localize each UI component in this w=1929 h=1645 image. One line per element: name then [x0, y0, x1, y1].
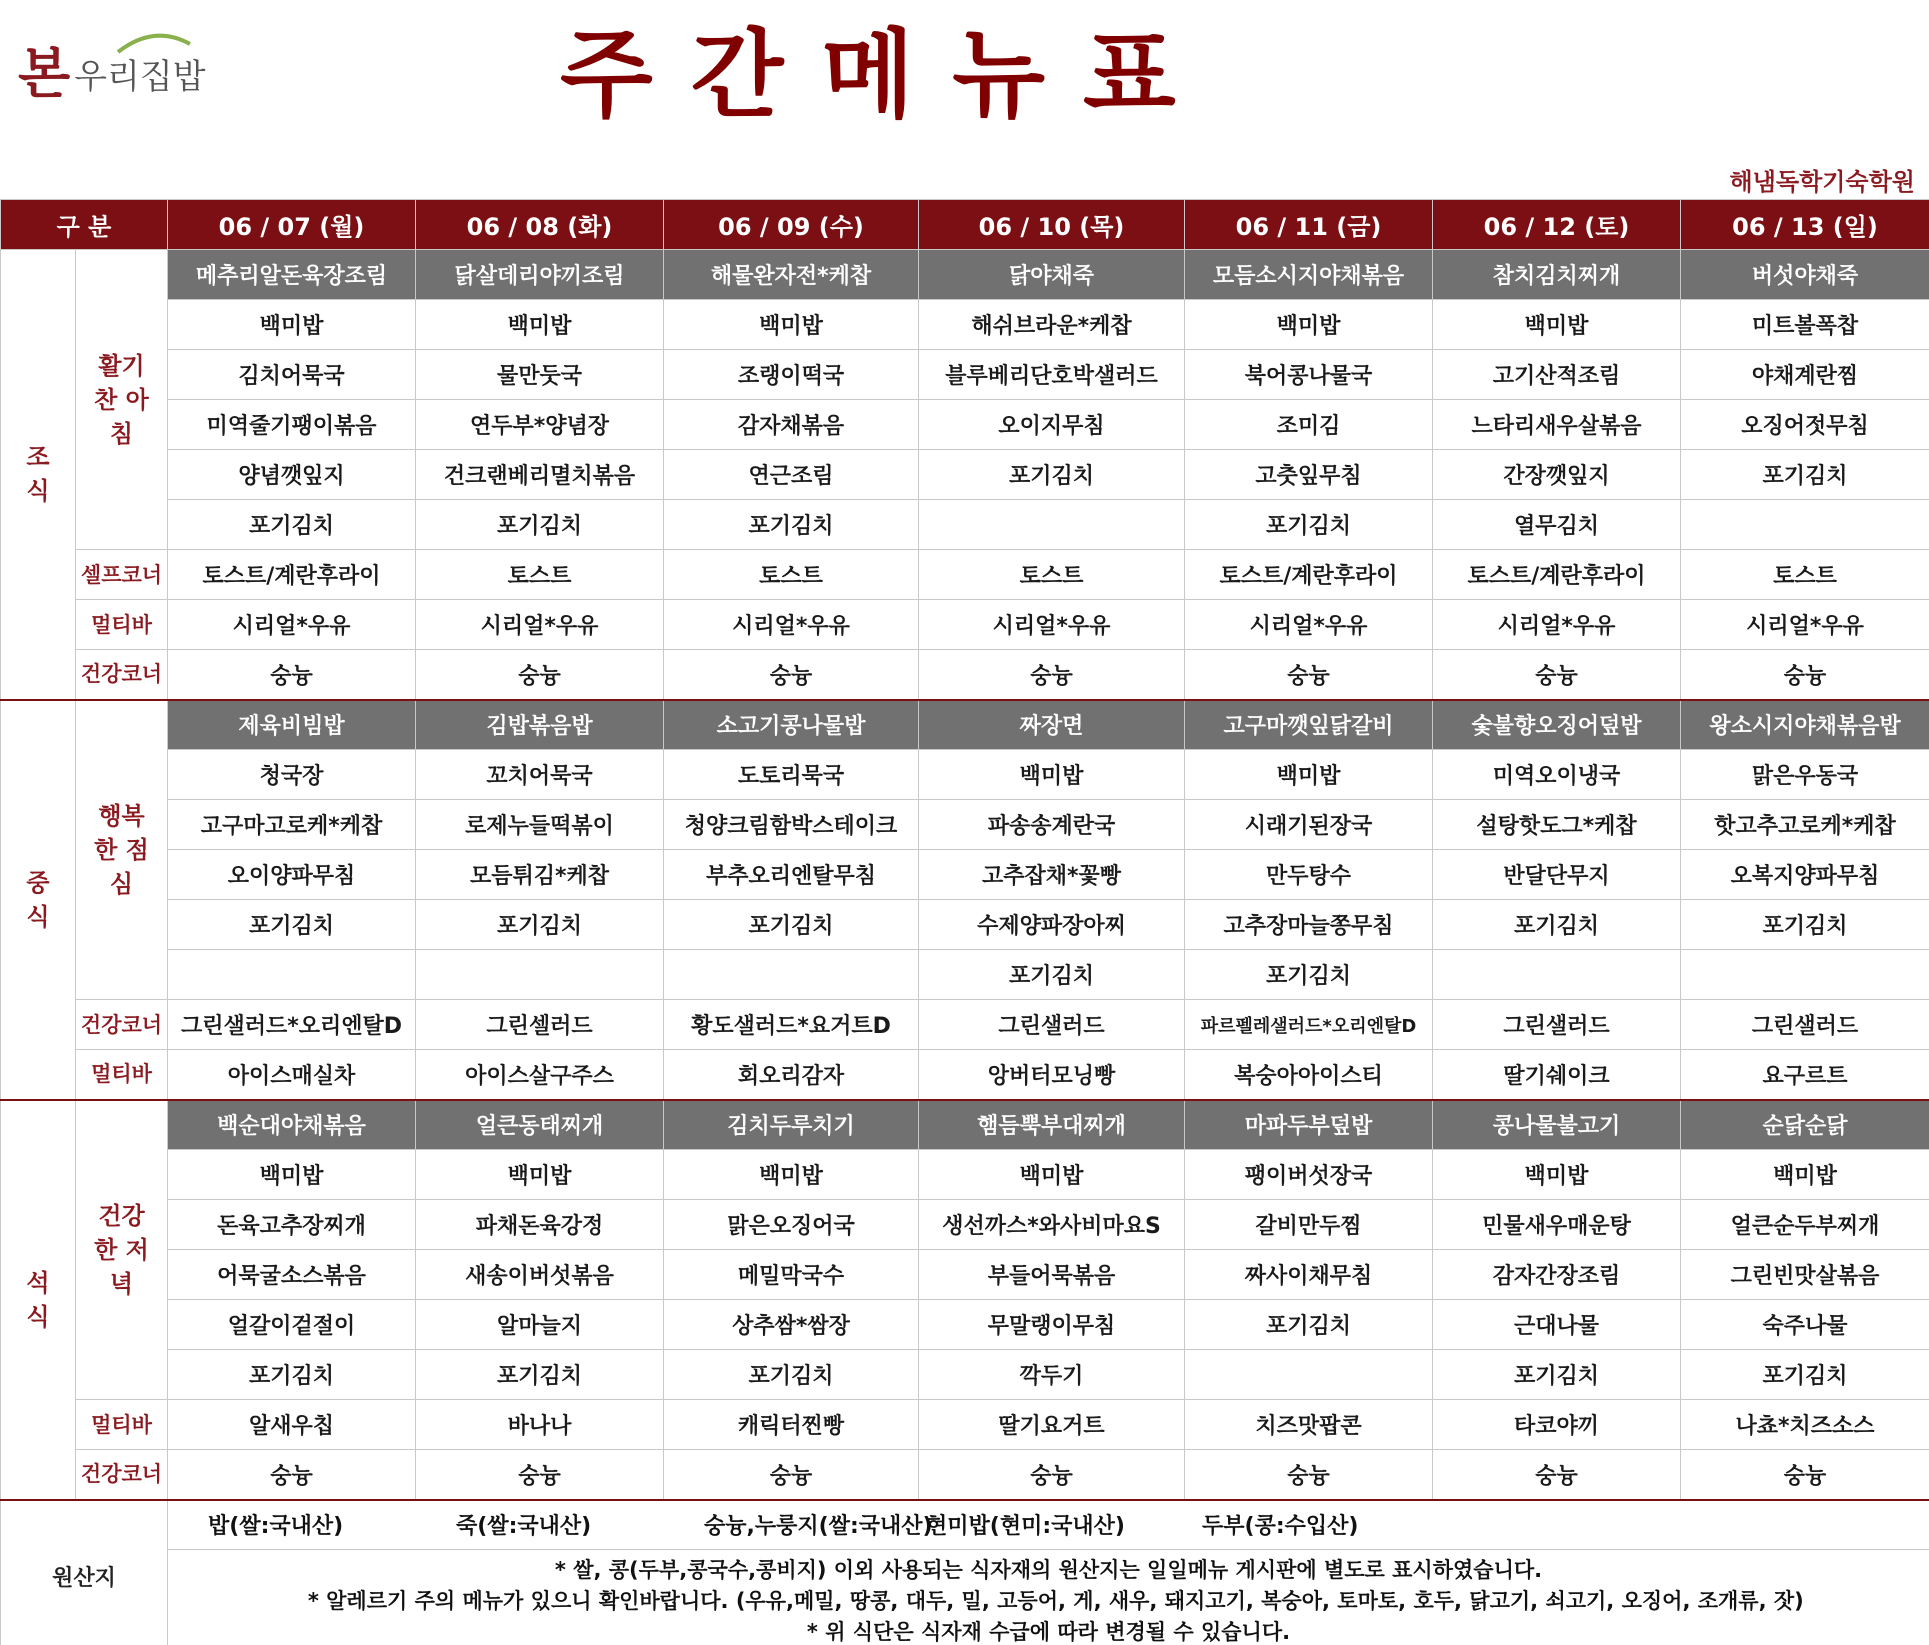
- date-header: 06 / 10 (목): [919, 200, 1185, 250]
- main-dish-cell: 김치두루치기: [664, 1100, 919, 1150]
- side-dish-cell: 로제누들떡볶이: [416, 800, 664, 850]
- corner-label: 건강코너: [76, 1450, 168, 1500]
- side-dish-cell: 청양크림함박스테이크: [664, 800, 919, 850]
- corner-label: 건강코너: [76, 1000, 168, 1050]
- notes-row: [1, 1550, 1929, 1645]
- corner-item-cell: 토스트/계란후라이: [1433, 550, 1681, 600]
- main-dish-cell: 제육비빔밥: [168, 700, 416, 750]
- origin-item: 현미밥(현미:국내산): [926, 1514, 1125, 1540]
- corner-item-cell: 그린셀러드: [416, 1000, 664, 1050]
- side-dish-cell: [168, 950, 416, 1000]
- corner-item-cell: 토스트: [919, 550, 1185, 600]
- main-dish-cell: 짜장면: [919, 700, 1185, 750]
- corner-label: 건강코너: [76, 650, 168, 700]
- corner-item-cell: 시리얼*우유: [168, 600, 416, 650]
- side-dish-cell: 포기김치: [1433, 900, 1681, 950]
- logo-sub-text: 우리집밥: [74, 57, 206, 97]
- side-dish-cell: 백미밥: [1433, 1150, 1681, 1200]
- corner-item-cell: 치즈맛팝콘: [1185, 1400, 1433, 1450]
- corner-item-cell: 숭늉: [1185, 650, 1433, 700]
- main-dish-cell: 소고기콩나물밥: [664, 700, 919, 750]
- side-dish-cell: [919, 500, 1185, 550]
- origin-label: 원산지: [1, 1500, 168, 1645]
- corner-item-cell: 시리얼*우유: [664, 600, 919, 650]
- side-dish-cell: 고춧잎무침: [1185, 450, 1433, 500]
- section-label: 중 식: [1, 700, 76, 1100]
- side-dish-cell: 포기김치: [919, 950, 1185, 1000]
- side-dish-cell: 연근조림: [664, 450, 919, 500]
- side-dish-cell: 꼬치어묵국: [416, 750, 664, 800]
- extra-row: [1, 600, 1929, 650]
- side-dish-cell: 시래기된장국: [1185, 800, 1433, 850]
- side-dish-cell: 깍두기: [919, 1350, 1185, 1400]
- side-dish-cell: 갈비만두찜: [1185, 1200, 1433, 1250]
- corner-item-cell: 숭늉: [1433, 650, 1681, 700]
- side-dish-cell: 만두탕수: [1185, 850, 1433, 900]
- main-dish-row: [1, 700, 1929, 750]
- corner-item-cell: 파르펠레샐러드*오리엔탈D: [1185, 1000, 1433, 1050]
- side-dish-cell: 연두부*양념장: [416, 400, 664, 450]
- side-dish-cell: [416, 950, 664, 1000]
- origin-row: [1, 1500, 1929, 1550]
- side-dish-cell: 포기김치: [416, 500, 664, 550]
- side-dish-cell: 짜사이채무침: [1185, 1250, 1433, 1300]
- corner-item-cell: 토스트: [664, 550, 919, 600]
- extra-row: [1, 1400, 1929, 1450]
- side-dish-cell: 블루베리단호박샐러드: [919, 350, 1185, 400]
- corner-label: 멀티바: [76, 600, 168, 650]
- side-dish-cell: 포기김치: [1681, 450, 1929, 500]
- side-dish-cell: 도토리묵국: [664, 750, 919, 800]
- side-dish-cell: 건크랜베리멸치볶음: [416, 450, 664, 500]
- side-dish-cell: [1433, 950, 1681, 1000]
- side-dish-cell: 포기김치: [1185, 1300, 1433, 1350]
- side-dish-cell: [1681, 950, 1929, 1000]
- side-dish-row: [1, 1300, 1929, 1350]
- corner-item-cell: 회오리감자: [664, 1050, 919, 1100]
- category-header: 구 분: [1, 200, 168, 250]
- side-dish-cell: 미역오이냉국: [1433, 750, 1681, 800]
- corner-item-cell: 토스트: [1681, 550, 1929, 600]
- corner-item-cell: 토스트/계란후라이: [168, 550, 416, 600]
- side-dish-cell: 팽이버섯장국: [1185, 1150, 1433, 1200]
- corner-item-cell: 딸기쉐이크: [1433, 1050, 1681, 1100]
- corner-item-cell: 토스트: [416, 550, 664, 600]
- origin-item: 숭늉,누룽지(쌀:국내산): [704, 1514, 933, 1540]
- side-dish-row: [1, 300, 1929, 350]
- side-dish-cell: 모듬튀김*케찹: [416, 850, 664, 900]
- date-header: 06 / 11 (금): [1185, 200, 1433, 250]
- side-dish-cell: 포기김치: [416, 900, 664, 950]
- side-dish-cell: 상추쌈*쌈장: [664, 1300, 919, 1350]
- main-dish-cell: 햄듬뿍부대찌개: [919, 1100, 1185, 1150]
- corner-label: 멀티바: [76, 1050, 168, 1100]
- notes-cell: [168, 1550, 1929, 1645]
- side-dish-cell: 부추오리엔탈무침: [664, 850, 919, 900]
- side-dish-cell: 청국장: [168, 750, 416, 800]
- corner-item-cell: 타코야끼: [1433, 1400, 1681, 1450]
- side-dish-cell: 포기김치: [1433, 1350, 1681, 1400]
- side-dish-cell: 백미밥: [416, 1150, 664, 1200]
- corner-item-cell: 요구르트: [1681, 1050, 1929, 1100]
- main-dish-cell: 김밥볶음밥: [416, 700, 664, 750]
- side-dish-row: [1, 850, 1929, 900]
- date-header: 06 / 08 (화): [416, 200, 664, 250]
- corner-item-cell: 나쵸*치즈소스: [1681, 1400, 1929, 1450]
- side-dish-cell: 포기김치: [664, 500, 919, 550]
- corner-label: 멀티바: [76, 1400, 168, 1450]
- side-dish-cell: 오이양파무침: [168, 850, 416, 900]
- corner-item-cell: 아이스살구주스: [416, 1050, 664, 1100]
- side-dish-cell: 김치어묵국: [168, 350, 416, 400]
- corner-item-cell: 숭늉: [168, 650, 416, 700]
- side-dish-cell: 메밀막국수: [664, 1250, 919, 1300]
- main-dish-cell: 마파두부덮밥: [1185, 1100, 1433, 1150]
- corner-item-cell: 그린샐러드: [1681, 1000, 1929, 1050]
- main-dish-row: [1, 250, 1929, 300]
- date-header: 06 / 07 (월): [168, 200, 416, 250]
- side-dish-row: [1, 800, 1929, 850]
- side-dish-row: [1, 400, 1929, 450]
- side-dish-row: [1, 1150, 1929, 1200]
- side-dish-row: [1, 900, 1929, 950]
- side-dish-cell: 백미밥: [919, 750, 1185, 800]
- main-dish-cell: 순닭순닭: [1681, 1100, 1929, 1150]
- side-dish-cell: 백미밥: [1681, 1150, 1929, 1200]
- side-dish-cell: 얼큰순두부찌개: [1681, 1200, 1929, 1250]
- logo-main-text: 본: [18, 41, 71, 105]
- corner-item-cell: 바나나: [416, 1400, 664, 1450]
- side-dish-cell: 설탕핫도그*케찹: [1433, 800, 1681, 850]
- side-dish-row: [1, 1250, 1929, 1300]
- main-dish-cell: 메추리알돈육장조림: [168, 250, 416, 300]
- side-dish-cell: 고추잡채*꽃빵: [919, 850, 1185, 900]
- side-dish-cell: 돈육고추장찌개: [168, 1200, 416, 1250]
- side-dish-cell: 파채돈육강정: [416, 1200, 664, 1250]
- side-dish-cell: 양념깻잎지: [168, 450, 416, 500]
- weekly-menu-table: [0, 199, 1929, 1645]
- side-dish-row: [1, 950, 1929, 1000]
- side-dish-cell: 그린빈맛살볶음: [1681, 1250, 1929, 1300]
- main-dish-cell: 왕소시지야채볶음밥: [1681, 700, 1929, 750]
- side-dish-cell: 부들어묵볶음: [919, 1250, 1185, 1300]
- side-dish-cell: 백미밥: [416, 300, 664, 350]
- main-dish-row: [1, 1100, 1929, 1150]
- side-dish-cell: 숙주나물: [1681, 1300, 1929, 1350]
- side-dish-row: [1, 350, 1929, 400]
- corner-item-cell: 숭늉: [1185, 1450, 1433, 1500]
- extra-row: [1, 650, 1929, 700]
- side-dish-cell: 맑은오징어국: [664, 1200, 919, 1250]
- note-line: * 쌀, 콩(두부,콩국수,콩비지) 이외 사용되는 식자재의 원산지는 일일메뉴 게시판에 별도로 표시하였습니다.: [554, 1558, 1543, 1582]
- side-dish-cell: 백미밥: [664, 300, 919, 350]
- extra-row: [1, 1000, 1929, 1050]
- side-dish-cell: 근대나물: [1433, 1300, 1681, 1350]
- corner-item-cell: 숭늉: [919, 650, 1185, 700]
- side-dish-cell: 포기김치: [1681, 1350, 1929, 1400]
- side-dish-cell: 민물새우매운탕: [1433, 1200, 1681, 1250]
- origin-item: 죽(쌀:국내산): [456, 1514, 592, 1540]
- side-dish-cell: 포기김치: [168, 900, 416, 950]
- corner-item-cell: 숭늉: [919, 1450, 1185, 1500]
- page-header: [0, 0, 1929, 196]
- corner-item-cell: 그린샐러드: [1433, 1000, 1681, 1050]
- main-dish-cell: 닭야채죽: [919, 250, 1185, 300]
- note-line: * 위 식단은 식자재 수급에 따라 변경될 수 있습니다.: [806, 1620, 1291, 1644]
- date-header: 06 / 09 (수): [664, 200, 919, 250]
- origin-item: 밥(쌀:국내산): [208, 1514, 344, 1540]
- side-dish-cell: [1681, 500, 1929, 550]
- main-dish-cell: 백순대야채볶음: [168, 1100, 416, 1150]
- main-dish-cell: 고구마깻잎닭갈비: [1185, 700, 1433, 750]
- corner-item-cell: 그린샐러드*오리엔탈D: [168, 1000, 416, 1050]
- brand-logo: [18, 30, 206, 105]
- side-dish-cell: 새송이버섯볶음: [416, 1250, 664, 1300]
- corner-item-cell: 시리얼*우유: [919, 600, 1185, 650]
- main-dish-cell: 콩나물불고기: [1433, 1100, 1681, 1150]
- side-dish-cell: 포기김치: [664, 900, 919, 950]
- main-dish-cell: 버섯야채죽: [1681, 250, 1929, 300]
- main-dish-cell: 숯불향오징어덮밥: [1433, 700, 1681, 750]
- origin-items: [168, 1500, 1929, 1550]
- extra-row: [1, 1450, 1929, 1500]
- side-dish-cell: 백미밥: [1433, 300, 1681, 350]
- section-label: 조 식: [1, 250, 76, 700]
- main-dish-cell: 참치김치찌개: [1433, 250, 1681, 300]
- side-dish-row: [1, 1350, 1929, 1400]
- side-dish-row: [1, 750, 1929, 800]
- corner-item-cell: 숭늉: [1681, 650, 1929, 700]
- side-dish-cell: 파송송계란국: [919, 800, 1185, 850]
- side-dish-cell: 알마늘지: [416, 1300, 664, 1350]
- side-dish-cell: 미트볼폭찹: [1681, 300, 1929, 350]
- meal-label: 건강한 저녁: [76, 1100, 168, 1400]
- side-dish-cell: [1185, 1350, 1433, 1400]
- corner-item-cell: 숭늉: [1433, 1450, 1681, 1500]
- side-dish-cell: 백미밥: [664, 1150, 919, 1200]
- main-dish-cell: 해물완자전*케찹: [664, 250, 919, 300]
- date-header: 06 / 12 (토): [1433, 200, 1681, 250]
- side-dish-cell: 감자채볶음: [664, 400, 919, 450]
- side-dish-cell: 얼갈이겉절이: [168, 1300, 416, 1350]
- logo-arc-icon: [114, 30, 194, 54]
- side-dish-cell: 고기산적조림: [1433, 350, 1681, 400]
- main-dish-cell: 모듬소시지야채볶음: [1185, 250, 1433, 300]
- corner-item-cell: 아이스매실차: [168, 1050, 416, 1100]
- side-dish-cell: 감자간장조림: [1433, 1250, 1681, 1300]
- side-dish-cell: 조랭이떡국: [664, 350, 919, 400]
- side-dish-cell: 미역줄기팽이볶음: [168, 400, 416, 450]
- side-dish-cell: 맑은우동국: [1681, 750, 1929, 800]
- corner-item-cell: 시리얼*우유: [1433, 600, 1681, 650]
- side-dish-row: [1, 450, 1929, 500]
- corner-item-cell: 캐릭터찐빵: [664, 1400, 919, 1450]
- side-dish-cell: 포기김치: [168, 1350, 416, 1400]
- side-dish-cell: 반달단무지: [1433, 850, 1681, 900]
- side-dish-cell: 간장깻잎지: [1433, 450, 1681, 500]
- corner-item-cell: 앙버터모닝빵: [919, 1050, 1185, 1100]
- side-dish-cell: 백미밥: [919, 1150, 1185, 1200]
- side-dish-cell: 느타리새우살볶음: [1433, 400, 1681, 450]
- side-dish-cell: 포기김치: [168, 500, 416, 550]
- section-label: 석 식: [1, 1100, 76, 1500]
- corner-item-cell: 숭늉: [664, 1450, 919, 1500]
- corner-item-cell: 토스트/계란후라이: [1185, 550, 1433, 600]
- side-dish-cell: 무말랭이무침: [919, 1300, 1185, 1350]
- side-dish-cell: 생선까스*와사비마요S: [919, 1200, 1185, 1250]
- side-dish-cell: 백미밥: [1185, 750, 1433, 800]
- corner-item-cell: 알새우칩: [168, 1400, 416, 1450]
- side-dish-cell: 야채계란찜: [1681, 350, 1929, 400]
- origin-list: [168, 1509, 1929, 1540]
- meal-label: 행복한 점심: [76, 700, 168, 1000]
- corner-item-cell: 황도샐러드*요거트D: [664, 1000, 919, 1050]
- side-dish-cell: 고추장마늘쫑무침: [1185, 900, 1433, 950]
- side-dish-cell: [664, 950, 919, 1000]
- side-dish-cell: 포기김치: [1185, 500, 1433, 550]
- note-line: * 알레르기 주의 메뉴가 있으니 확인바랍니다. (우유,메밀, 땅콩, 대두, 밀, 고등어, 게, 새우, 돼지고기, 복숭아, 토마토, 호두, 닭고기, 쇠고기, 오징어, 조개류, 잣): [293, 1589, 1804, 1613]
- side-dish-cell: 북어콩나물국: [1185, 350, 1433, 400]
- corner-item-cell: 숭늉: [664, 650, 919, 700]
- extra-row: [1, 1050, 1929, 1100]
- side-dish-row: [1, 1200, 1929, 1250]
- corner-item-cell: 그린샐러드: [919, 1000, 1185, 1050]
- side-dish-cell: 오복지양파무침: [1681, 850, 1929, 900]
- corner-item-cell: 시리얼*우유: [416, 600, 664, 650]
- side-dish-cell: 물만둣국: [416, 350, 664, 400]
- page-title: 주간메뉴표: [560, 19, 1214, 131]
- side-dish-cell: 오징어젓무침: [1681, 400, 1929, 450]
- side-dish-cell: 포기김치: [416, 1350, 664, 1400]
- extra-row: [1, 550, 1929, 600]
- side-dish-cell: 조미김: [1185, 400, 1433, 450]
- main-dish-cell: 닭살데리야끼조림: [416, 250, 664, 300]
- school-name: 해냄독학기숙학원: [1729, 168, 1915, 196]
- main-dish-cell: 얼큰동태찌개: [416, 1100, 664, 1150]
- side-dish-cell: 어묵굴소스볶음: [168, 1250, 416, 1300]
- side-dish-cell: 백미밥: [168, 300, 416, 350]
- side-dish-cell: 핫고추고로케*케찹: [1681, 800, 1929, 850]
- side-dish-cell: 포기김치: [664, 1350, 919, 1400]
- side-dish-cell: 포기김치: [919, 450, 1185, 500]
- side-dish-cell: 수제양파장아찌: [919, 900, 1185, 950]
- date-header: 06 / 13 (일): [1681, 200, 1929, 250]
- corner-label: 셀프코너: [76, 550, 168, 600]
- meal-label: 활기찬 아침: [76, 250, 168, 550]
- side-dish-cell: 고구마고로케*케찹: [168, 800, 416, 850]
- corner-item-cell: 시리얼*우유: [1681, 600, 1929, 650]
- side-dish-cell: 백미밥: [1185, 300, 1433, 350]
- side-dish-cell: 백미밥: [168, 1150, 416, 1200]
- side-dish-cell: 포기김치: [1681, 900, 1929, 950]
- corner-item-cell: 숭늉: [416, 650, 664, 700]
- origin-item: 두부(콩:수입산): [1202, 1514, 1359, 1540]
- side-dish-cell: 해쉬브라운*케찹: [919, 300, 1185, 350]
- side-dish-cell: 오이지무침: [919, 400, 1185, 450]
- corner-item-cell: 딸기요거트: [919, 1400, 1185, 1450]
- side-dish-cell: 열무김치: [1433, 500, 1681, 550]
- corner-item-cell: 숭늉: [1681, 1450, 1929, 1500]
- side-dish-row: [1, 500, 1929, 550]
- corner-item-cell: 숭늉: [168, 1450, 416, 1500]
- corner-item-cell: 복숭아아이스티: [1185, 1050, 1433, 1100]
- corner-item-cell: 시리얼*우유: [1185, 600, 1433, 650]
- side-dish-cell: 포기김치: [1185, 950, 1433, 1000]
- corner-item-cell: 숭늉: [416, 1450, 664, 1500]
